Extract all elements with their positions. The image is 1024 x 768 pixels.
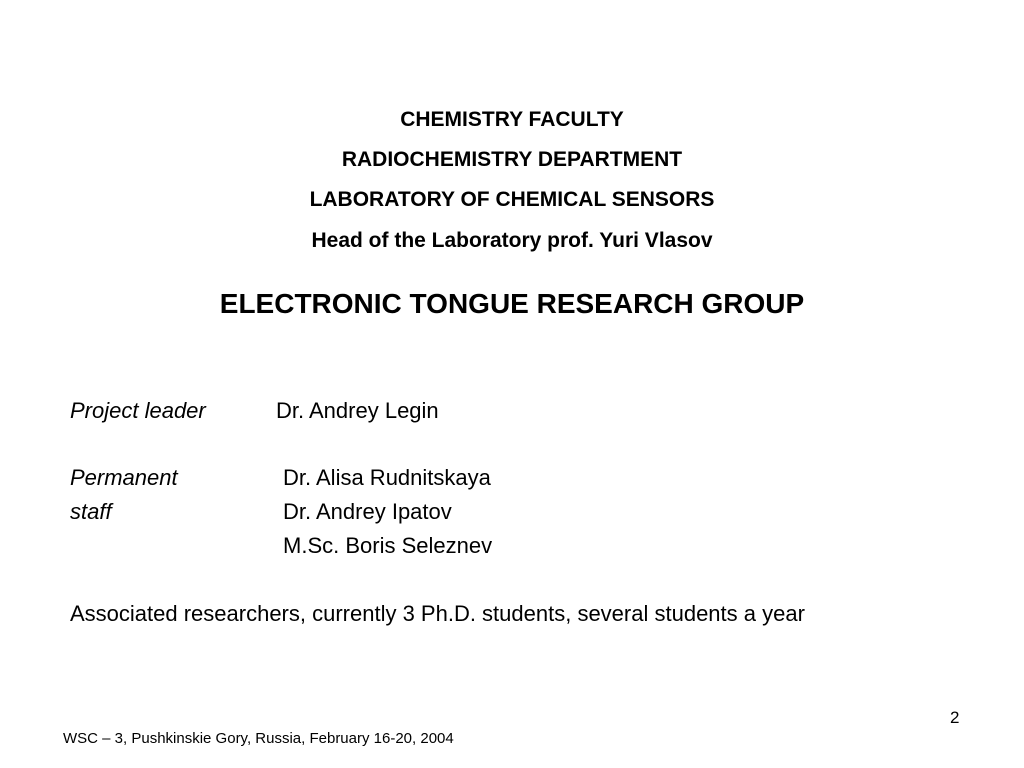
permanent-staff-label-line2: staff <box>70 499 112 524</box>
project-leader-label: Project leader <box>70 398 206 423</box>
lab-head-heading: Head of the Laboratory prof. Yuri Vlasov <box>311 229 713 252</box>
page-number: 2 <box>950 708 960 727</box>
footer-text: WSC – 3, Pushkinskie Gory, Russia, February 16-20, 2004 <box>63 730 454 747</box>
staff-member: Dr. Alisa Rudnitskaya <box>283 465 491 490</box>
faculty-heading: CHEMISTRY FACULTY <box>400 108 624 131</box>
staff-member: Dr. Andrey Ipatov <box>283 499 452 524</box>
project-leader-name: Dr. Andrey Legin <box>276 398 439 423</box>
staff-member: M.Sc. Boris Seleznev <box>283 533 493 558</box>
department-heading: RADIOCHEMISTRY DEPARTMENT <box>341 148 683 171</box>
group-title: ELECTRONIC TONGUE RESEARCH GROUP <box>219 288 805 319</box>
laboratory-heading: LABORATORY OF CHEMICAL SENSORS <box>309 188 715 211</box>
associated-researchers-text: Associated researchers, currently 3 Ph.D. students, several students a year <box>70 601 805 626</box>
permanent-staff-label-line1: Permanent <box>70 465 178 490</box>
